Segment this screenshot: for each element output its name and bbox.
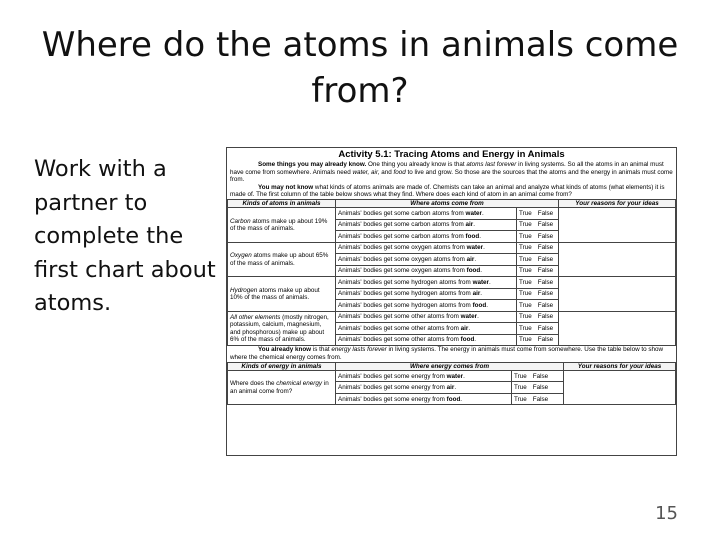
false-option[interactable]: False bbox=[537, 301, 554, 309]
true-false-choice[interactable] bbox=[512, 393, 564, 405]
false-option[interactable]: False bbox=[537, 313, 554, 321]
source-suffix: . bbox=[463, 372, 465, 380]
true-option[interactable]: True bbox=[519, 267, 532, 275]
instructions-text: Work with a partner to complete the first chart about atoms. bbox=[34, 156, 216, 316]
source-suffix: . bbox=[474, 255, 477, 263]
energy-text: is that bbox=[311, 346, 332, 354]
table-row bbox=[228, 370, 676, 382]
know-lead: You may not know bbox=[258, 183, 314, 191]
source-cell bbox=[336, 231, 517, 243]
source-suffix: . bbox=[468, 324, 471, 332]
energy-header-where: Where energy comes from bbox=[336, 362, 564, 370]
atom-kind-cell bbox=[228, 311, 336, 346]
energy-header-reasons: Your reasons for your ideas bbox=[564, 362, 676, 370]
atom-kind-desc: atoms make up about 65% of the mass of animals. bbox=[230, 252, 329, 267]
true-false-choice[interactable] bbox=[517, 242, 559, 254]
source-cell bbox=[336, 300, 517, 312]
true-option[interactable]: True bbox=[519, 232, 532, 240]
source-cell bbox=[336, 288, 517, 300]
source-prefix: Animals' bodies get some oxygen atoms from bbox=[338, 255, 467, 263]
energy-table bbox=[227, 362, 676, 406]
source-suffix: . bbox=[474, 336, 477, 344]
true-option[interactable]: True bbox=[514, 395, 527, 403]
true-false-choice[interactable] bbox=[512, 370, 564, 382]
atom-kind-name: Oxygen bbox=[230, 252, 252, 260]
true-option[interactable]: True bbox=[519, 255, 532, 263]
atom-kind-desc: atoms make up about 10% of the mass of animals. bbox=[230, 286, 320, 302]
atom-kind-cell bbox=[228, 242, 336, 277]
energy-lead: You already know bbox=[258, 346, 312, 354]
source-prefix: Animals' bodies get some carbon atoms from bbox=[338, 209, 466, 217]
source-prefix: Animals' bodies get some other atoms from bbox=[338, 324, 461, 332]
source-cell bbox=[336, 334, 517, 346]
atom-kind-name: Hydrogen bbox=[230, 286, 258, 294]
source-cell bbox=[336, 277, 517, 289]
true-false-choice[interactable] bbox=[517, 231, 559, 243]
source-cell bbox=[336, 393, 512, 405]
source-name: food bbox=[460, 336, 475, 344]
source-name: food bbox=[466, 267, 481, 275]
source-suffix: . bbox=[477, 313, 479, 321]
source-prefix: Animals' bodies get some energy from bbox=[338, 372, 447, 380]
false-option[interactable]: False bbox=[537, 255, 554, 263]
atoms-table bbox=[227, 199, 676, 346]
source-cell bbox=[336, 254, 517, 266]
false-option[interactable]: False bbox=[537, 244, 554, 252]
source-name: air bbox=[460, 324, 469, 332]
true-option[interactable]: True bbox=[519, 324, 532, 332]
atom-kind-desc: (mostly nitrogen, potassium, calcium, magnesium, and phosphorous) make up about 6% of the mass of animals. bbox=[230, 313, 329, 344]
source-name: water bbox=[466, 244, 484, 252]
source-cell bbox=[336, 323, 517, 335]
false-option[interactable]: False bbox=[537, 336, 554, 344]
source-name: air bbox=[466, 255, 475, 263]
source-suffix: . bbox=[482, 209, 484, 217]
true-false-choice[interactable] bbox=[517, 334, 559, 346]
energy-emphasis: energy lasts forever bbox=[331, 346, 387, 354]
true-option[interactable]: True bbox=[519, 336, 532, 344]
energy-text: in living systems. The energy in animals must come from somewhere. Use the table below to show where the chemical energy comes from. bbox=[230, 346, 664, 361]
false-option[interactable]: False bbox=[537, 232, 554, 240]
source-cell bbox=[336, 265, 517, 277]
true-option[interactable]: True bbox=[519, 221, 532, 229]
true-false-choice[interactable] bbox=[517, 288, 559, 300]
true-false-choice[interactable] bbox=[512, 382, 564, 394]
false-option[interactable]: False bbox=[537, 221, 554, 229]
source-cell bbox=[336, 370, 512, 382]
atom-kind-name: All other elements bbox=[230, 313, 281, 321]
worksheet-image bbox=[226, 147, 677, 456]
atoms-header-reasons: Your reasons for your ideas bbox=[559, 199, 676, 207]
true-false-choice[interactable] bbox=[517, 311, 559, 323]
reasons-cell[interactable] bbox=[559, 311, 676, 346]
source-name: air bbox=[446, 384, 455, 392]
false-option[interactable]: False bbox=[537, 209, 554, 217]
source-prefix: Animals' bodies get some hydrogen atoms from bbox=[338, 278, 473, 286]
slide-title: Where do the atoms in animals come from? bbox=[41, 25, 679, 111]
true-option[interactable]: True bbox=[519, 301, 532, 309]
intro-text: in living systems. So all the atoms in an animal must have come from somewhere. Animals need bbox=[230, 161, 664, 176]
true-option[interactable]: True bbox=[519, 209, 532, 217]
source-cell bbox=[336, 382, 512, 394]
true-false-choice[interactable] bbox=[517, 219, 559, 231]
false-option[interactable]: False bbox=[537, 324, 554, 332]
energy-kind-prefix: Where does the bbox=[230, 380, 277, 388]
intro-text: to live and grow. So those are the sources that the atoms and the energy in animals must come from. bbox=[230, 168, 673, 184]
true-false-choice[interactable] bbox=[517, 254, 559, 266]
know-text: what kinds of atoms animals are made of. Chemists can take an animal and analyze what kinds of atoms (what elements) it is made of. The first column of the table below shows what they find. Where does each kind of atom in an animal come from? bbox=[230, 183, 665, 199]
true-option[interactable]: True bbox=[519, 244, 532, 252]
reasons-cell[interactable] bbox=[559, 242, 676, 277]
table-row bbox=[228, 208, 676, 220]
source-suffix: . bbox=[483, 244, 485, 252]
know-paragraph bbox=[227, 184, 676, 199]
false-option[interactable]: False bbox=[532, 372, 549, 380]
source-cell bbox=[336, 208, 517, 220]
source-cell bbox=[336, 242, 517, 254]
atoms-header-where: Where atoms come from bbox=[336, 199, 559, 207]
source-suffix: . bbox=[480, 290, 483, 298]
table-row bbox=[228, 242, 676, 254]
reasons-cell[interactable] bbox=[559, 208, 676, 243]
source-prefix: Animals' bodies get some oxygen atoms from bbox=[338, 267, 467, 275]
true-false-choice[interactable] bbox=[517, 300, 559, 312]
source-prefix: Animals' bodies get some other atoms from bbox=[338, 336, 461, 344]
false-option[interactable]: False bbox=[537, 267, 554, 275]
true-false-choice[interactable] bbox=[517, 265, 559, 277]
reasons-cell[interactable] bbox=[564, 370, 676, 405]
intro-emphasis: atoms last forever bbox=[466, 161, 517, 168]
source-suffix: . bbox=[480, 267, 482, 275]
energy-header-kinds: Kinds of energy in animals bbox=[228, 362, 336, 370]
source-cell bbox=[336, 219, 517, 231]
table-row bbox=[228, 311, 676, 323]
intro-needs: water, air, bbox=[352, 168, 380, 176]
source-suffix: . bbox=[479, 232, 481, 240]
source-prefix: Animals' bodies get some hydrogen atoms from bbox=[338, 301, 473, 309]
false-option[interactable]: False bbox=[537, 290, 554, 298]
source-suffix: . bbox=[473, 221, 475, 229]
energy-kind-cell bbox=[228, 370, 336, 405]
intro-text: One thing you already know is that bbox=[366, 161, 467, 168]
false-option[interactable]: False bbox=[532, 395, 549, 403]
true-option[interactable]: True bbox=[519, 278, 532, 286]
true-option[interactable]: True bbox=[519, 313, 532, 321]
atom-kind-cell bbox=[228, 277, 336, 312]
atom-kind-desc: atoms make up about 19% of the mass of animals. bbox=[230, 217, 328, 233]
atom-kind-name: Carbon bbox=[230, 217, 251, 225]
source-name: water bbox=[446, 372, 464, 380]
source-name: food bbox=[446, 395, 461, 403]
energy-kind-name: chemical energy bbox=[276, 380, 323, 388]
page-number: 15 bbox=[655, 503, 678, 524]
source-prefix: Animals' bodies get some carbon atoms from bbox=[338, 232, 466, 240]
source-prefix: Animals' bodies get some hydrogen atoms from bbox=[338, 290, 473, 298]
source-name: water bbox=[472, 278, 490, 286]
intro-paragraph bbox=[227, 161, 676, 184]
energy-paragraph bbox=[227, 346, 676, 361]
source-suffix: . bbox=[460, 395, 463, 403]
source-suffix: . bbox=[489, 278, 491, 286]
true-false-choice[interactable] bbox=[517, 208, 559, 220]
source-name: water bbox=[460, 313, 478, 321]
intro-food: food bbox=[393, 168, 406, 176]
source-prefix: Animals' bodies get some other atoms from bbox=[338, 313, 461, 321]
source-name: air bbox=[472, 290, 481, 298]
false-option[interactable]: False bbox=[532, 384, 549, 392]
source-name: air bbox=[465, 221, 474, 229]
intro-lead: Some things you may already know. bbox=[258, 161, 367, 168]
false-option[interactable]: False bbox=[537, 278, 554, 286]
source-name: water bbox=[465, 209, 482, 217]
source-prefix: Animals' bodies get some oxygen atoms from bbox=[338, 244, 467, 252]
true-option[interactable]: True bbox=[514, 372, 527, 380]
source-suffix: . bbox=[454, 384, 457, 392]
source-prefix: Animals' bodies get some energy from bbox=[338, 395, 447, 403]
worksheet-title: Activity 5.1: Tracing Atoms and Energy in Animals bbox=[338, 149, 565, 160]
source-prefix: Animals' bodies get some carbon atoms from bbox=[338, 221, 466, 229]
intro-text: and bbox=[379, 168, 394, 176]
source-prefix: Animals' bodies get some energy from bbox=[338, 384, 447, 392]
atom-kind-cell bbox=[228, 208, 336, 243]
true-option[interactable]: True bbox=[519, 290, 532, 298]
source-name: food bbox=[472, 301, 487, 309]
atoms-header-kinds: Kinds of atoms in animals bbox=[228, 199, 336, 207]
source-cell bbox=[336, 311, 517, 323]
energy-kind-desc: in an animal come from? bbox=[230, 380, 329, 395]
true-option[interactable]: True bbox=[514, 384, 527, 392]
reasons-cell[interactable] bbox=[559, 277, 676, 312]
source-suffix: . bbox=[486, 301, 488, 309]
true-false-choice[interactable] bbox=[517, 323, 559, 335]
source-name: food bbox=[465, 232, 480, 240]
table-row bbox=[228, 277, 676, 289]
true-false-choice[interactable] bbox=[517, 277, 559, 289]
